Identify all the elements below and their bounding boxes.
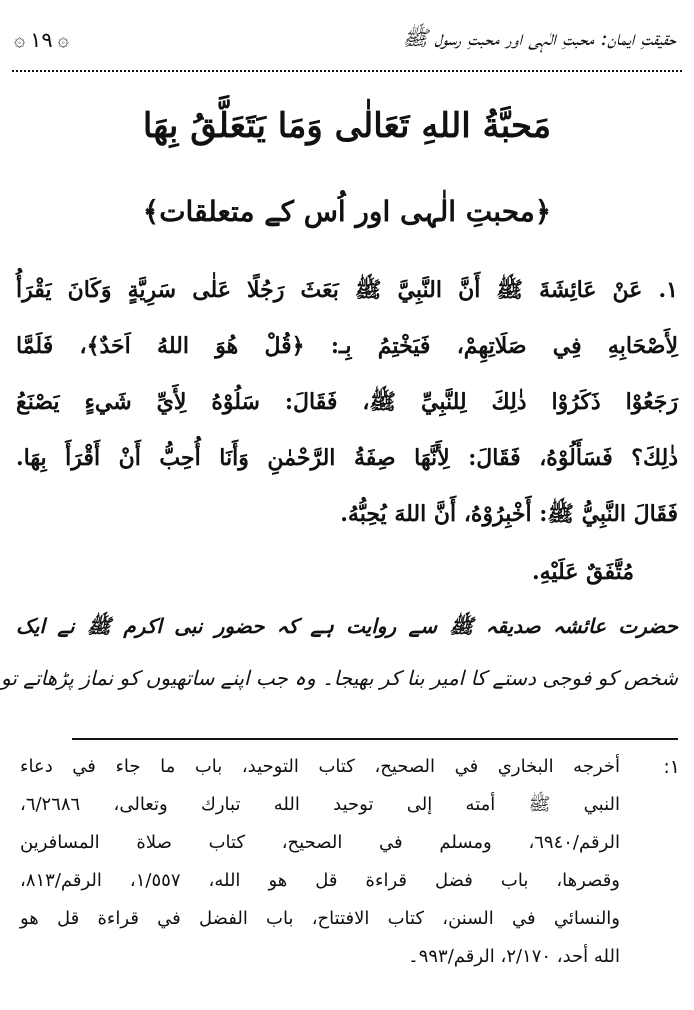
footnote — [20, 748, 680, 976]
footnote-marker: ١: — [663, 756, 680, 778]
translation-line: حضرت عائشہ صدیقہ ﷺ سے روایت ہے کہ حضور نبی اکرم ﷺ نے ایک — [16, 614, 678, 638]
footnote-line: والنسائي في السنن، كتاب الافتتاح، باب الفضل في قراءة قل هو — [20, 908, 620, 929]
footnote-line: النبي ﷺ أمته إلى توحيد الله تبارك وتعالى، ٦/٢٦٨٦، — [20, 794, 620, 815]
hadith-line: ١. عَنْ عَائِشَةَ ﷺ أَنَّ النَّبِيَّ ﷺ بَعَثَ رَجُلًا عَلٰى سَرِيَّةٍ وَكَانَ يَقْرَأُ — [16, 277, 678, 303]
footnote-line: الرقم/٦٩٤٠، ومسلم في الصحيح، كتاب صلاة المسافرين — [20, 832, 620, 853]
page-number-box — [14, 28, 69, 52]
footnote-line: وقصرها، باب فضل قراءة قل هو الله، ١/٥٥٧، الرقم/٨١٣، — [20, 870, 620, 891]
hadith-line: رَجَعُوْا ذَكَرُوْا ذٰلِكَ لِلنَّبِيِّ ﷺ، فَقَالَ: سَلُوْهُ لِأَيِّ شَيءٍ يَصْنَعُ — [16, 389, 678, 415]
hadith-line: فَقَالَ النَّبِيُّ ﷺ: أَخْبِرُوْهُ، أَنَّ اللهَ يُحِبُّهُ. — [340, 501, 678, 527]
footnote-body — [20, 748, 620, 976]
running-title: حقیقتِ ایمان: محبتِ الٰہی اور محبتِ رسول ﷺ — [402, 25, 676, 50]
translation-line: شخص کو فوجی دستے کا امیر بنا کر بھیجا۔ وہ جب اپنے ساتھیوں کو نماز پڑھاتے تو — [1, 666, 678, 690]
urdu-translation — [1, 600, 678, 704]
hadith-reference: مُتَّفَقٌ عَلَيْهِ. — [531, 559, 634, 585]
running-header — [14, 18, 676, 62]
ornament-icon: ۞ — [14, 28, 26, 51]
hadith-text — [16, 262, 678, 542]
page-number: ۱۹ — [30, 28, 53, 52]
hadith-line: ذٰلِكَ؟ فَسَأَلُوْهُ، فَقَالَ: لِأَنَّهَا صِفَةُ الرَّحْمٰنِ وَأَنَا أُحِبُّ أَنْ أَقْرَأَ بِهَا. — [16, 445, 678, 471]
urdu-chapter-heading: ﴿محبتِ الٰہی اور اُس کے متعلقات﴾ — [142, 195, 552, 228]
header-dotted-divider — [12, 70, 682, 72]
ornament-icon: ۞ — [57, 28, 69, 51]
footnote-divider — [72, 738, 678, 740]
footnote-line: أخرجه البخاري في الصحيح، كتاب التوحيد، باب ما جاء في دعاء — [20, 756, 620, 777]
arabic-chapter-heading: مَحبَّةُ اللهِ تَعَالٰى وَمَا يَتَعَلَّقُ بِهَا — [142, 106, 552, 146]
footnote-line: الله أحد، ٢/١٧٠، الرقم/٩٩٣۔ — [408, 946, 620, 967]
hadith-line: لِأَصْحَابِهِ فِي صَلَاتِهِمْ، فَيَخْتِمُ بِـ: ﴿قُلْ هُوَ اللهُ اَحَدٌ﴾، فَلَمَّا — [16, 333, 678, 359]
